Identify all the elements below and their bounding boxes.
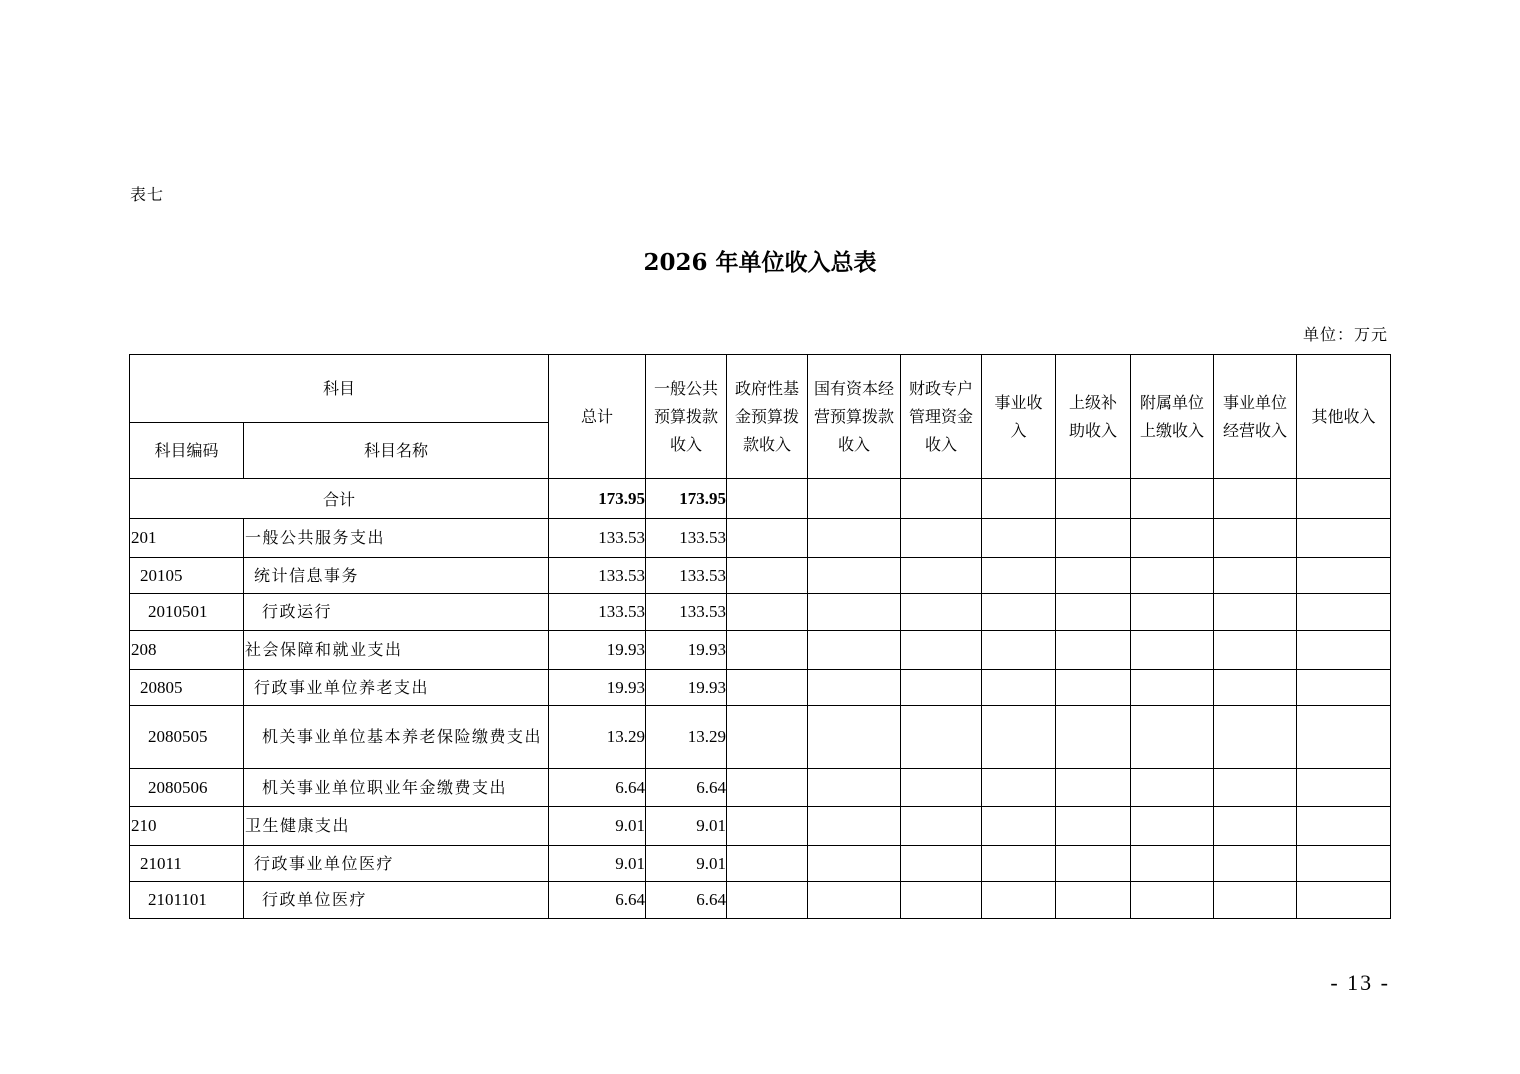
table-row <box>130 769 1391 807</box>
empty-cell <box>808 769 901 807</box>
summary-total: 173.95 <box>549 479 646 519</box>
income-summary-table <box>129 354 1391 919</box>
empty-cell <box>1297 558 1391 594</box>
empty-cell <box>1056 807 1131 846</box>
empty-cell <box>727 807 808 846</box>
header-business-operation: 事业单位 经营收入 <box>1214 355 1297 479</box>
empty-cell <box>808 479 901 519</box>
empty-cell <box>1131 594 1214 631</box>
page-title: 2026 年单位收入总表 <box>643 249 877 276</box>
empty-cell <box>1131 846 1214 882</box>
general-budget-cell: 19.93 <box>646 670 727 706</box>
header-superior-subsidy: 上级补 助收入 <box>1056 355 1131 479</box>
empty-cell <box>1297 519 1391 558</box>
subject-name-cell: 行政事业单位医疗 <box>244 846 549 882</box>
empty-cell <box>1131 706 1214 769</box>
empty-cell <box>808 846 901 882</box>
subject-code-cell: 21011 <box>130 846 244 882</box>
subject-code-cell: 2010501 <box>130 594 244 631</box>
empty-cell <box>901 558 982 594</box>
header-subject: 科目 <box>130 355 549 423</box>
general-budget-cell: 13.29 <box>646 706 727 769</box>
empty-cell <box>982 706 1056 769</box>
general-budget-cell: 133.53 <box>646 558 727 594</box>
empty-cell <box>901 846 982 882</box>
empty-cell <box>727 670 808 706</box>
header-state-capital: 国有资本经 营预算拨款 收入 <box>808 355 901 479</box>
empty-cell <box>727 594 808 631</box>
empty-cell <box>1056 479 1131 519</box>
empty-cell <box>901 594 982 631</box>
general-budget-cell: 19.93 <box>646 631 727 670</box>
unit-note: 单位：万元 <box>1302 325 1388 344</box>
empty-cell <box>727 479 808 519</box>
total-cell: 133.53 <box>549 558 646 594</box>
empty-cell <box>1297 882 1391 919</box>
empty-cell <box>982 807 1056 846</box>
empty-cell <box>1214 631 1297 670</box>
general-budget-cell: 133.53 <box>646 519 727 558</box>
empty-cell <box>727 846 808 882</box>
subject-name-cell: 卫生健康支出 <box>244 807 549 846</box>
empty-cell <box>1056 882 1131 919</box>
empty-cell <box>1131 558 1214 594</box>
table-row <box>130 846 1391 882</box>
subject-name-cell: 社会保障和就业支出 <box>244 631 549 670</box>
summary-row <box>130 479 1391 519</box>
empty-cell <box>982 558 1056 594</box>
total-cell: 133.53 <box>549 519 646 558</box>
general-budget-cell: 6.64 <box>646 882 727 919</box>
summary-general-budget: 173.95 <box>646 479 727 519</box>
total-cell: 133.53 <box>549 594 646 631</box>
table-row <box>130 807 1391 846</box>
empty-cell <box>808 706 901 769</box>
empty-cell <box>982 670 1056 706</box>
empty-cell <box>1214 558 1297 594</box>
subject-name-cell: 行政运行 <box>244 594 549 631</box>
header-gov-fund: 政府性基 金预算拨 款收入 <box>727 355 808 479</box>
subject-code-cell: 2080505 <box>130 706 244 769</box>
header-business-income: 事业收 入 <box>982 355 1056 479</box>
empty-cell <box>1214 594 1297 631</box>
header-subject-code: 科目编码 <box>130 423 244 479</box>
total-cell: 6.64 <box>549 882 646 919</box>
empty-cell <box>1056 631 1131 670</box>
general-budget-cell: 9.01 <box>646 846 727 882</box>
empty-cell <box>727 519 808 558</box>
empty-cell <box>901 706 982 769</box>
empty-cell <box>901 519 982 558</box>
empty-cell <box>1214 807 1297 846</box>
empty-cell <box>901 479 982 519</box>
empty-cell <box>982 631 1056 670</box>
general-budget-cell: 6.64 <box>646 769 727 807</box>
empty-cell <box>901 670 982 706</box>
empty-cell <box>1056 846 1131 882</box>
empty-cell <box>1056 670 1131 706</box>
empty-cell <box>1056 706 1131 769</box>
empty-cell <box>727 882 808 919</box>
subject-code-cell: 2080506 <box>130 769 244 807</box>
empty-cell <box>982 846 1056 882</box>
subject-name-cell: 机关事业单位基本养老保险缴费支出 <box>244 706 549 769</box>
total-cell: 19.93 <box>549 631 646 670</box>
table-row <box>130 558 1391 594</box>
empty-cell <box>808 631 901 670</box>
empty-cell <box>1131 479 1214 519</box>
empty-cell <box>901 807 982 846</box>
subject-name-cell: 统计信息事务 <box>244 558 549 594</box>
header-special-account: 财政专户 管理资金 收入 <box>901 355 982 479</box>
empty-cell <box>1214 846 1297 882</box>
empty-cell <box>1131 882 1214 919</box>
header-general-budget: 一般公共 预算拨款 收入 <box>646 355 727 479</box>
subject-name-cell: 行政事业单位养老支出 <box>244 670 549 706</box>
empty-cell <box>982 519 1056 558</box>
header-other-income: 其他收入 <box>1297 355 1391 479</box>
empty-cell <box>727 769 808 807</box>
empty-cell <box>1297 769 1391 807</box>
table-row <box>130 594 1391 631</box>
empty-cell <box>727 706 808 769</box>
empty-cell <box>982 882 1056 919</box>
subject-name-cell: 行政单位医疗 <box>244 882 549 919</box>
empty-cell <box>808 670 901 706</box>
empty-cell <box>808 807 901 846</box>
table-row <box>130 706 1391 769</box>
empty-cell <box>982 769 1056 807</box>
general-budget-cell: 133.53 <box>646 594 727 631</box>
empty-cell <box>1214 769 1297 807</box>
total-cell: 9.01 <box>549 807 646 846</box>
empty-cell <box>1056 769 1131 807</box>
empty-cell <box>901 882 982 919</box>
empty-cell <box>1214 519 1297 558</box>
empty-cell <box>982 594 1056 631</box>
page-number: - 13 - <box>1330 970 1390 995</box>
table-row <box>130 631 1391 670</box>
empty-cell <box>901 631 982 670</box>
empty-cell <box>1131 769 1214 807</box>
total-cell: 19.93 <box>549 670 646 706</box>
empty-cell <box>1297 631 1391 670</box>
empty-cell <box>1214 670 1297 706</box>
empty-cell <box>901 769 982 807</box>
table-row <box>130 882 1391 919</box>
empty-cell <box>808 558 901 594</box>
empty-cell <box>1214 706 1297 769</box>
subject-code-cell: 20805 <box>130 670 244 706</box>
empty-cell <box>1131 519 1214 558</box>
total-cell: 6.64 <box>549 769 646 807</box>
subject-name-cell: 机关事业单位职业年金缴费支出 <box>244 769 549 807</box>
subject-name-cell: 一般公共服务支出 <box>244 519 549 558</box>
empty-cell <box>808 882 901 919</box>
table-row <box>130 670 1391 706</box>
empty-cell <box>1214 479 1297 519</box>
empty-cell <box>1131 807 1214 846</box>
empty-cell <box>727 631 808 670</box>
empty-cell <box>1214 882 1297 919</box>
empty-cell <box>1131 670 1214 706</box>
empty-cell <box>1297 670 1391 706</box>
empty-cell <box>1297 846 1391 882</box>
subject-code-cell: 2101101 <box>130 882 244 919</box>
subject-code-cell: 210 <box>130 807 244 846</box>
empty-cell <box>808 519 901 558</box>
empty-cell <box>1297 479 1391 519</box>
empty-cell <box>1056 594 1131 631</box>
total-cell: 13.29 <box>549 706 646 769</box>
header-affiliated-units: 附属单位 上缴收入 <box>1131 355 1214 479</box>
empty-cell <box>982 479 1056 519</box>
empty-cell <box>1297 594 1391 631</box>
header-subject-name: 科目名称 <box>244 423 549 479</box>
general-budget-cell: 9.01 <box>646 807 727 846</box>
empty-cell <box>1131 631 1214 670</box>
table-row <box>130 519 1391 558</box>
empty-cell <box>808 594 901 631</box>
empty-cell <box>1297 807 1391 846</box>
table-label: 表七 <box>130 185 165 204</box>
subject-code-cell: 201 <box>130 519 244 558</box>
summary-label: 合计 <box>130 479 549 519</box>
empty-cell <box>727 558 808 594</box>
empty-cell <box>1056 519 1131 558</box>
total-cell: 9.01 <box>549 846 646 882</box>
subject-code-cell: 20105 <box>130 558 244 594</box>
empty-cell <box>1297 706 1391 769</box>
header-total: 总计 <box>549 355 646 479</box>
subject-code-cell: 208 <box>130 631 244 670</box>
empty-cell <box>1056 558 1131 594</box>
